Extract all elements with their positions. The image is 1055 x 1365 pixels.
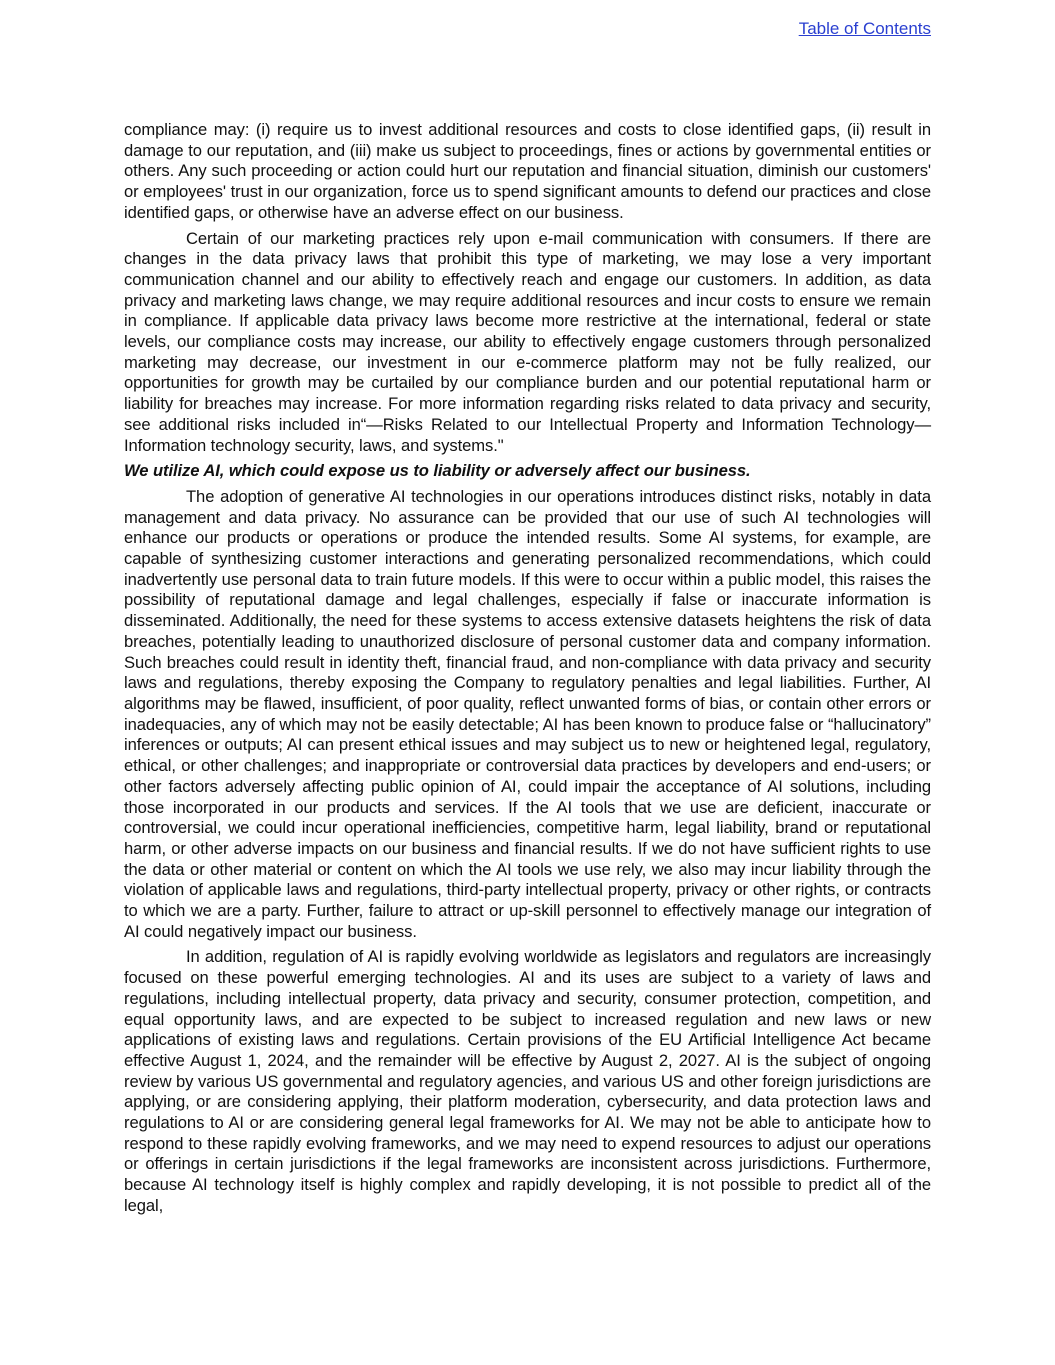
- table-of-contents-link[interactable]: Table of Contents: [798, 19, 931, 38]
- paragraph-marketing-practices: Certain of our marketing practices rely upon e-mail communication with consumers. If there are changes in the data privacy laws that prohibit this type of marketing, we may lose a very important communication channel and our ability to effectively reach and engage our customers. In addition, as data privacy and marketing laws change, we may require additional resources and incur costs to ensure we remain in compliance. If applicable data privacy laws become more restrictive at the international, federal or state levels, our compliance costs may increase, our ability to effectively engage customers through personalized marketing may decrease, our investment in our e-commerce platform may not be fully realized, our opportunities for growth may be curtailed by our compliance burden and our potential reputational harm or liability for breaches may increase. For more information regarding risks related to data privacy and security, see additional risks included in“—Risks Related to our Intellectual Property and Information Technology—Information technology security, laws, and systems.": [124, 228, 931, 455]
- document-body: [124, 120, 931, 1222]
- paragraph-ai-regulation: In addition, regulation of AI is rapidly evolving worldwide as legislators and regulators are increasingly focused on these powerful emerging technologies. AI and its uses are subject to a variety of laws and regulations, including intellectual property, data privacy and security, consumer protection, competition, and equal opportunity laws, and are expected to be subject to increased regulation and new laws or new applications of existing laws and regulations. Certain provisions of the EU Artificial Intelligence Act became effective August 1, 2024, and the remainder will be effective by August 2, 2027. AI is the subject of ongoing review by various US governmental and regulatory agencies, and various US and other foreign jurisdictions are applying, or are considering applying, their platform moderation, cybersecurity, and data protection laws and regulations to AI or are considering general legal frameworks for AI. We may not be able to anticipate how to respond to these rapidly evolving frameworks, and we may need to expend resources to adjust our operations or offerings in certain jurisdictions if the legal frameworks are inconsistent across jurisdictions. Furthermore, because AI technology itself is highly complex and rapidly developing, it is not possible to predict all of the legal,: [124, 947, 931, 1215]
- section-heading-ai-risk: We utilize AI, which could expose us to liability or adversely affect our business.: [124, 461, 751, 481]
- paragraph-ai-adoption: The adoption of generative AI technologies in our operations introduces distinct risks, notably in data management and data privacy. No assurance can be provided that our use of such AI technologies will enhance our products or operations or produce the intended results. Some AI systems, for example, are capable of synthesizing customer interactions and generating personalized recommendations, which could inadvertently use personal data to train future models. If this were to occur within a public model, this raises the possibility of reputational damage and legal challenges, especially if false or inaccurate information is disseminated. Additionally, the need for these systems to access extensive datasets heightens the risk of data breaches, potentially leading to unauthorized disclosure of personal customer data and company information. Such breaches could result in identity theft, financial fraud, and non-compliance with data privacy and security laws and regulations, thereby exposing the Company to regulatory penalties and legal liabilities. Further, AI algorithms may be flawed, insufficient, of poor quality, reflect unwanted forms of bias, or contain other errors or inadequacies, any of which may not be easily detectable; AI has been known to produce false or “hallucinatory” inferences or outputs; AI can present ethical issues and may subject us to new or heightened legal, regulatory, ethical, or other challenges; and inappropriate or controversial data practices by developers and end-users; or other factors adversely affecting public opinion of AI, could impair the acceptance of AI solutions, including those incorporated in our products and services. If the AI tools that we use are deficient, inaccurate or controversial, we could incur operational inefficiencies, competitive harm, legal liability, brand or reputational harm, or other adverse impacts on our business and financial results. If we do not have sufficient rights to use the data or other material or content on which the AI tools we use rely, we also may incur liability through the violation of applicable laws and regulations, third-party intellectual property, privacy or other rights, or contracts to which we are a party. Further, failure to attract or up-skill personnel to effectively manage our integration of AI could negatively impact our business.: [124, 486, 931, 941]
- paragraph-compliance: compliance may: (i) require us to invest additional resources and costs to close identified gaps, (ii) result in damage to our reputation, and (iii) make us subject to proceedings, fines or actions by governmental entities or others. Any such proceeding or action could hurt our reputation and financial situation, diminish our customers' or employees' trust in our organization, force us to spend significant amounts to defend our practices and close identified gaps, or otherwise have an adverse effect on our business.: [124, 120, 931, 222]
